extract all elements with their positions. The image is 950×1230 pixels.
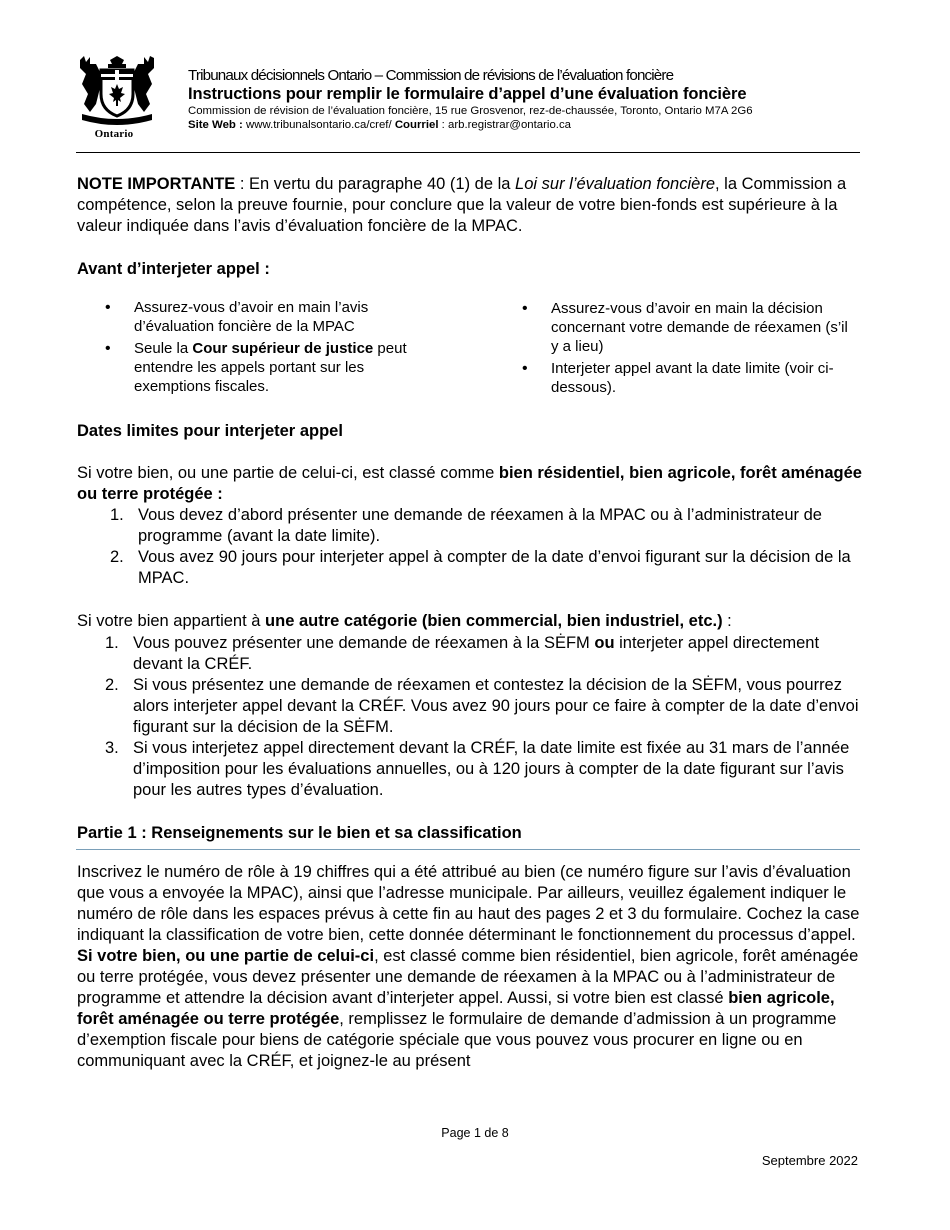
list-item [105, 738, 865, 801]
intro-text: Si votre bien, ou une partie de celui-ci, est classé comme [77, 464, 499, 482]
section-divider [76, 849, 860, 850]
step-text: Si vous présentez une demande de réexamen et contestez la décision de la SĖFM, vous pourrez alors interjeter appel devant la CRÉF. Vous avez 90 jours pour ce faire à compter de la date d’envoi figurant sur la décision de la SĖFM. [133, 676, 859, 736]
step-text: Vous avez 90 jours pour interjeter appel à compter de la date d’envoi figurant sur la décision de la MPAC. [138, 548, 851, 587]
list-item-text: Interjeter appel avant la date limite (voir ci-dessous). [551, 360, 834, 396]
document-date: Septembre 2022 [761, 1153, 858, 1168]
note-text-1: : En vertu du paragraphe 40 (1) de la [235, 175, 516, 193]
ontario-coat-of-arms-logo [74, 54, 160, 144]
other-category-intro [77, 611, 863, 632]
before-appeal-list-right [522, 299, 857, 400]
coat-of-arms-icon [74, 54, 160, 128]
step-text: Si vous interjetez appel directement devant la CRÉF, la date limite est fixée au 31 mars de l’année d’imposition pour les évaluations annuelles, ou à 120 jours à compter de la date figurant sur l’avis pour les autres types d’évaluation. [133, 739, 850, 799]
email-link[interactable]: : arb.registrar@ontario.ca [441, 119, 571, 131]
step-text: interjeter appel directement devant la CRÉF. [133, 634, 820, 673]
step-bold: ou [594, 634, 615, 652]
intro-bold: une autre catégorie (bien commercial, bien industriel, etc.) [265, 612, 723, 630]
list-item-text: Assurez-vous d’avoir en main l’avis d’évaluation foncière de la MPAC [134, 299, 369, 335]
body-text: , remplissez le formulaire de demande d’admission à un programme d’exemption fiscale pour biens de catégorie spéciale que vous pouvez vous procurer en ligne ou en communiquant avec la CRÉF, et joignez-le au présent [77, 1010, 837, 1070]
logo-wordmark: Ontario [94, 128, 134, 140]
list-item [105, 633, 865, 675]
contact-line [188, 118, 868, 132]
list-item [522, 359, 857, 397]
law-title: Loi sur l’évaluation foncière [515, 175, 715, 193]
important-note [77, 174, 863, 237]
step-number: 3. [105, 739, 119, 757]
list-item [105, 339, 435, 396]
body-text: Inscrivez le numéro de rôle à 19 chiffres qui a été attribué au bien (ce numéro figure sur l’avis d’évaluation que vous a envoyée la MPAC), ainsi que l’adresse municipale. Par ailleurs, veuillez également indiquer le numéro de rôle dans les espaces prévus à cette fin au haut des pages 2 et 3 du formulaire. Cochez la case indiquant la classification de votre bien, cette donnée déterminant le fonctionnement du processus d’appel. [77, 863, 860, 944]
note-label: NOTE IMPORTANTE [77, 175, 236, 193]
other-category-steps [105, 633, 865, 801]
intro-text: : [722, 612, 732, 630]
list-item-text: Assurez-vous d’avoir en main la décision concernant votre demande de réexamen (s’il y a lieu) [551, 300, 848, 355]
step-text: Vous pouvez présenter une demande de réexamen à la SĖFM [133, 634, 595, 652]
organization-name: Tribunaux décisionnels Ontario – Commission de révisions de l’évaluation foncière [188, 67, 674, 84]
before-appeal-list-left [105, 298, 435, 399]
body-bold: Si votre bien, ou une partie de celui-ci [77, 947, 375, 965]
part1-heading: Partie 1 : Renseignements sur le bien et sa classification [77, 824, 522, 842]
header-divider [76, 152, 860, 153]
list-item [110, 505, 855, 547]
body-text: , est classé comme bien résidentiel, bien agricole, forêt aménagée ou terre protégée, vous devez présenter une demande de réexamen à la MPAC ou à l’administrateur de programme et attendre la décision avant d’interjeter appel. Aussi, si votre bien est classé [77, 947, 859, 1007]
step-number: 2. [110, 548, 124, 566]
step-number: 2. [105, 676, 119, 694]
part1-body [77, 862, 863, 1072]
list-item-text: Seule la [134, 340, 193, 357]
address-line: Commission de révision de l’évaluation foncière, 15 rue Grosvenor, rez-de-chaussée, Toronto, Ontario M7A 2G6 [188, 105, 753, 117]
website-link[interactable]: www.tribunalsontario.ca/cref/ [246, 119, 392, 131]
court-name: Cour supérieur de justice [192, 340, 374, 357]
page-number: Page 1 de 8 [441, 1126, 509, 1140]
body-bold: bien agricole, forêt aménagée ou terre protégée [77, 989, 835, 1028]
intro-text: Si votre bien appartient à [77, 612, 266, 630]
step-number: 1. [110, 506, 124, 524]
email-label: Courriel [394, 119, 439, 131]
list-item [105, 675, 865, 738]
intro-bold: bien résidentiel, bien agricole, forêt aménagée ou terre protégée : [77, 464, 862, 503]
deadlines-heading: Dates limites pour interjeter appel [77, 422, 343, 440]
step-number: 1. [105, 634, 119, 652]
document-header [188, 66, 868, 132]
list-item [522, 299, 857, 356]
website-label: Site Web : [188, 119, 243, 131]
note-text-2: , la Commission a compétence, selon la preuve fournie, pour conclure que la valeur de votre bien-fonds est supérieure à la valeur indiquée dans l’avis d’évaluation foncière de la MPAC. [77, 175, 847, 235]
list-item [105, 298, 435, 336]
before-appeal-heading: Avant d’interjeter appel : [77, 260, 270, 278]
step-text: Vous devez d’abord présenter une demande de réexamen à la MPAC ou à l’administrateur de programme (avant la date limite). [138, 506, 822, 545]
residential-intro [77, 463, 863, 505]
list-item-text: peut entendre les appels portant sur les exemptions fiscales. [134, 340, 407, 395]
list-item [110, 547, 855, 589]
document-title: Instructions pour remplir le formulaire d’appel d’une évaluation foncière [188, 85, 747, 103]
residential-steps [110, 505, 855, 589]
